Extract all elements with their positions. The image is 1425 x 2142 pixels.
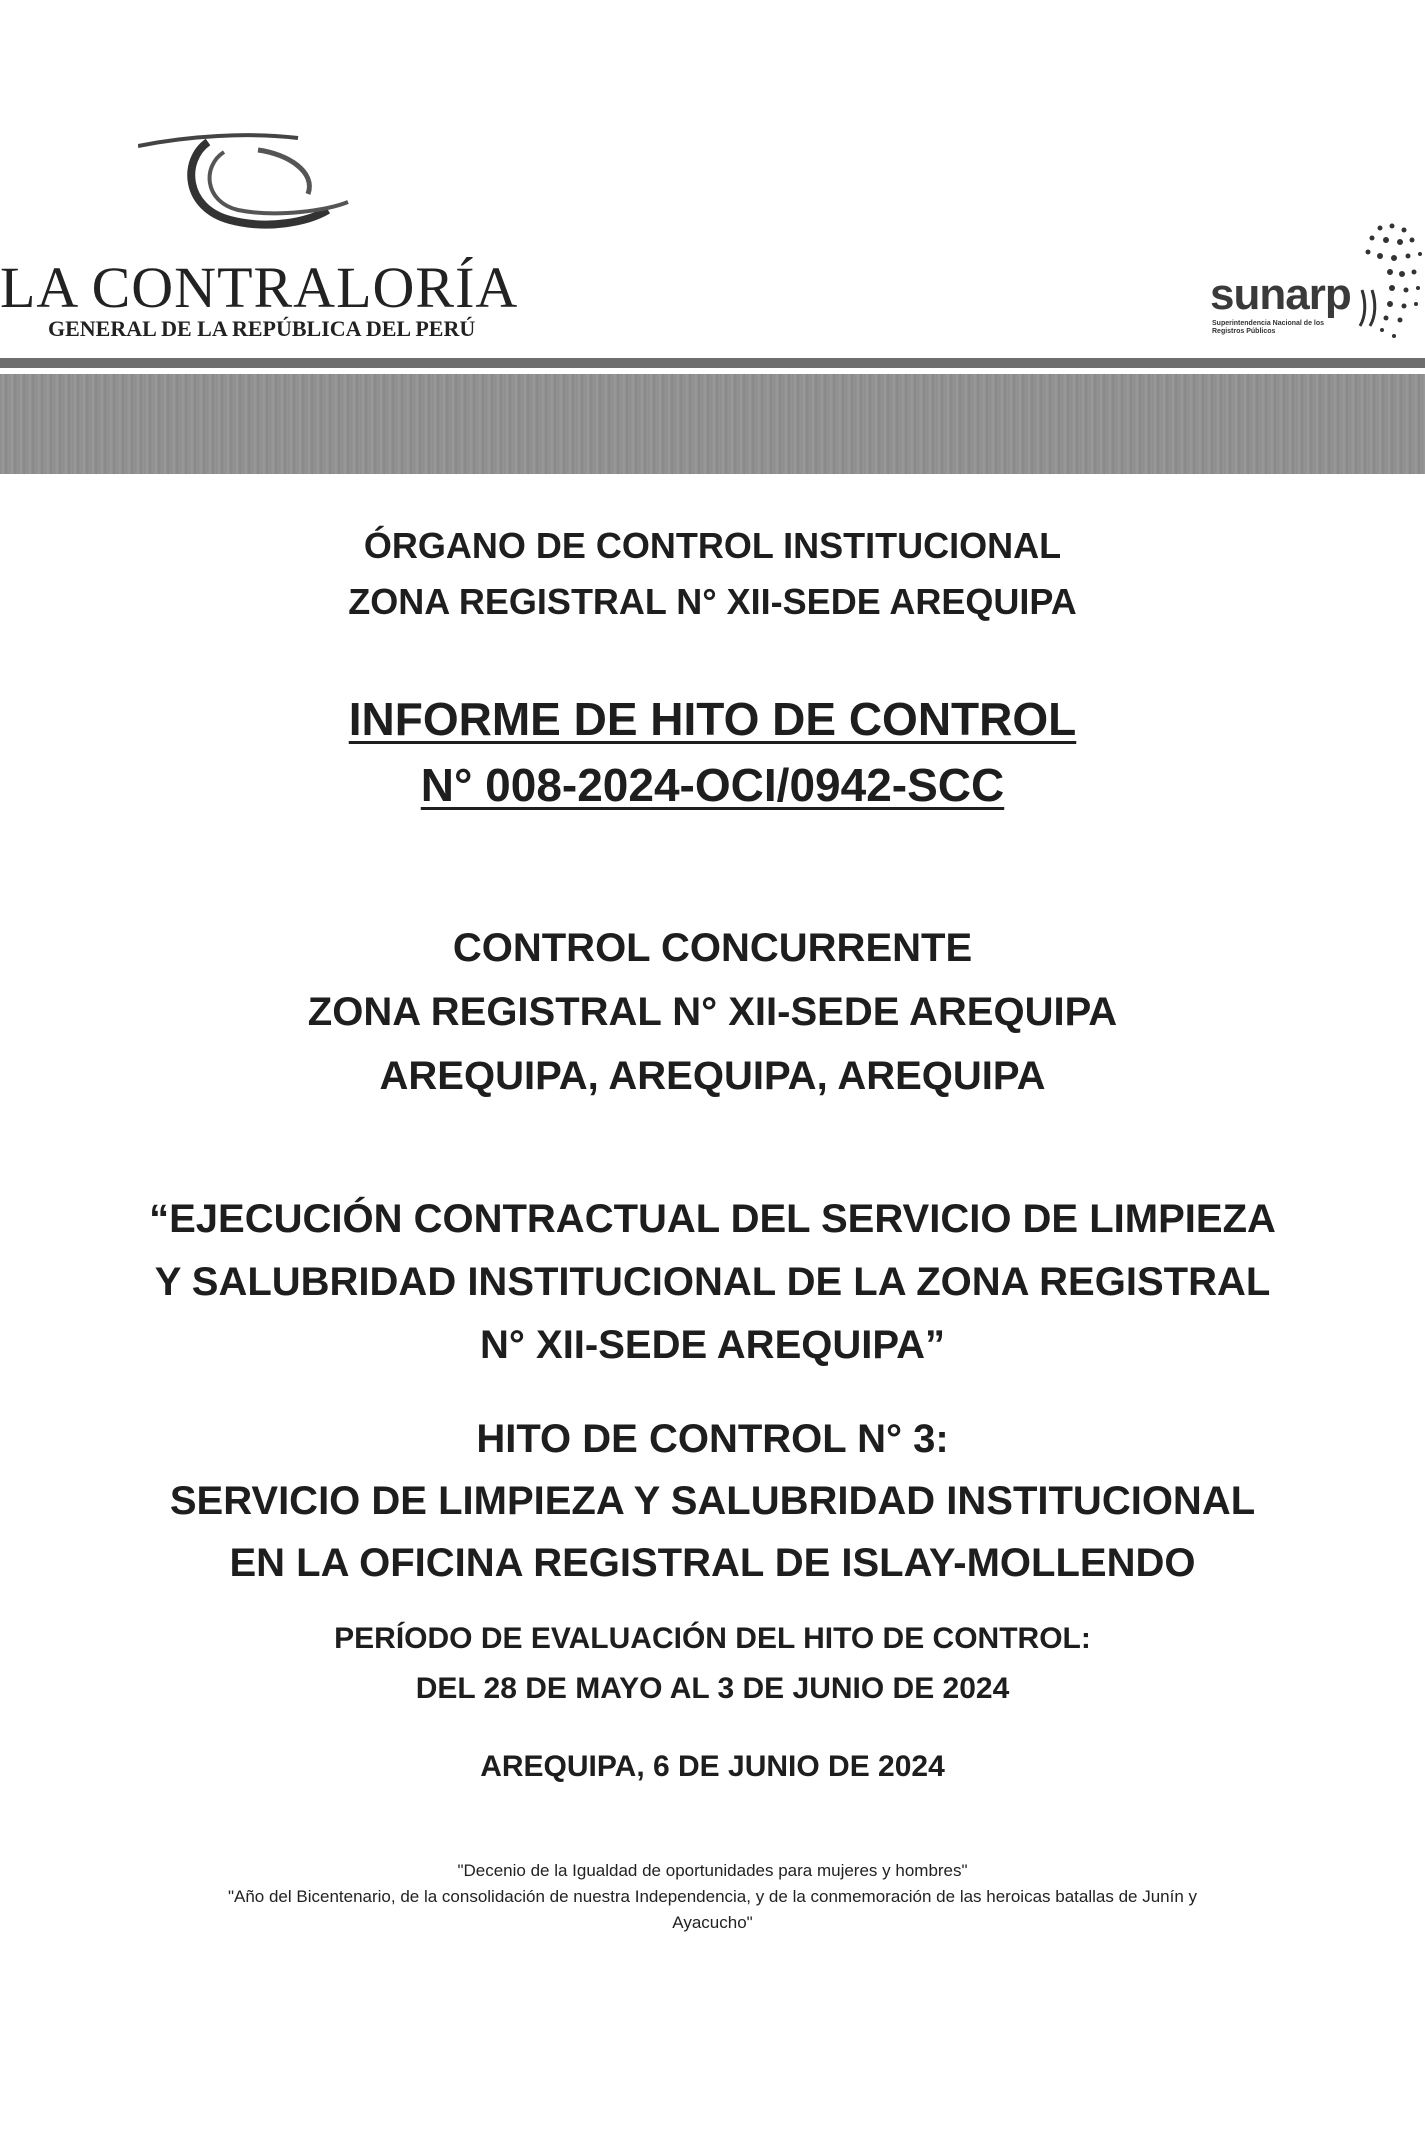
objeto-line-2: Y SALUBRIDAD INSTITUCIONAL DE LA ZONA REGISTRAL bbox=[154, 1260, 1271, 1304]
control-line-2: ZONA REGISTRAL N° XII-SEDE AREQUIPA bbox=[307, 990, 1118, 1034]
control-line-1: CONTROL CONCURRENTE bbox=[452, 926, 973, 970]
hito-line-3: EN LA OFICINA REGISTRAL DE ISLAY-MOLLENDO bbox=[229, 1541, 1196, 1585]
organo-line-1: ÓRGANO DE CONTROL INSTITUCIONAL bbox=[363, 525, 1062, 566]
informe-title bbox=[0, 686, 1425, 818]
sunarp-logo bbox=[1200, 220, 1425, 350]
footer-notes bbox=[0, 1858, 1425, 1936]
organo-heading bbox=[0, 518, 1425, 630]
objeto-line-1: “EJECUCIÓN CONTRACTUAL DEL SERVICIO DE LIMPIEZA bbox=[149, 1197, 1276, 1241]
footer-line-3: Ayacucho" bbox=[672, 1913, 753, 1932]
informe-line-2: N° 008-2024-OCI/0942-SCC bbox=[420, 759, 1005, 811]
periodo-heading bbox=[0, 1614, 1425, 1714]
hito-line-1: HITO DE CONTROL N° 3: bbox=[476, 1417, 949, 1461]
header-band bbox=[0, 358, 1425, 478]
hito-line-2: SERVICIO DE LIMPIEZA Y SALUBRIDAD INSTITUCIONAL bbox=[169, 1479, 1256, 1523]
control-heading bbox=[0, 916, 1425, 1108]
fecha-text: AREQUIPA, 6 DE JUNIO DE 2024 bbox=[480, 1750, 945, 1783]
contraloria-subtitle: GENERAL DE LA REPÚBLICA DEL PERÚ bbox=[48, 316, 476, 341]
periodo-line-1: PERÍODO DE EVALUACIÓN DEL HITO DE CONTROL: bbox=[334, 1622, 1091, 1655]
fecha-line bbox=[0, 1742, 1425, 1792]
objeto-line-3: N° XII-SEDE AREQUIPA” bbox=[480, 1323, 945, 1367]
hito-heading bbox=[0, 1408, 1425, 1594]
footer-line-1: "Decenio de la Igualdad de oportunidades para mujeres y hombres" bbox=[457, 1861, 968, 1880]
organo-line-2: ZONA REGISTRAL N° XII-SEDE AREQUIPA bbox=[348, 581, 1077, 622]
sunarp-name: sunarp bbox=[1210, 270, 1351, 319]
sunarp-tagline: Superintendencia Nacional de los Registros Públicos bbox=[1212, 320, 1325, 335]
periodo-line-2: DEL 28 DE MAYO AL 3 DE JUNIO DE 2024 bbox=[415, 1672, 1010, 1705]
informe-line-1: INFORME DE HITO DE CONTROL bbox=[348, 693, 1077, 745]
contraloria-name: LA CONTRALORÍA bbox=[0, 255, 519, 320]
contraloria-emblem-icon bbox=[138, 130, 358, 240]
control-line-3: AREQUIPA, AREQUIPA, AREQUIPA bbox=[379, 1054, 1046, 1098]
header-band-thin-line bbox=[0, 358, 1425, 368]
objeto-heading bbox=[0, 1188, 1425, 1377]
sunarp-dots-icon bbox=[1350, 220, 1425, 350]
footer-line-2: "Año del Bicentenario, de la consolidación de nuestra Independencia, y de la conmemoración de las heroicas batallas de Junín y bbox=[227, 1887, 1198, 1906]
header-band-thick-bar bbox=[0, 374, 1425, 474]
